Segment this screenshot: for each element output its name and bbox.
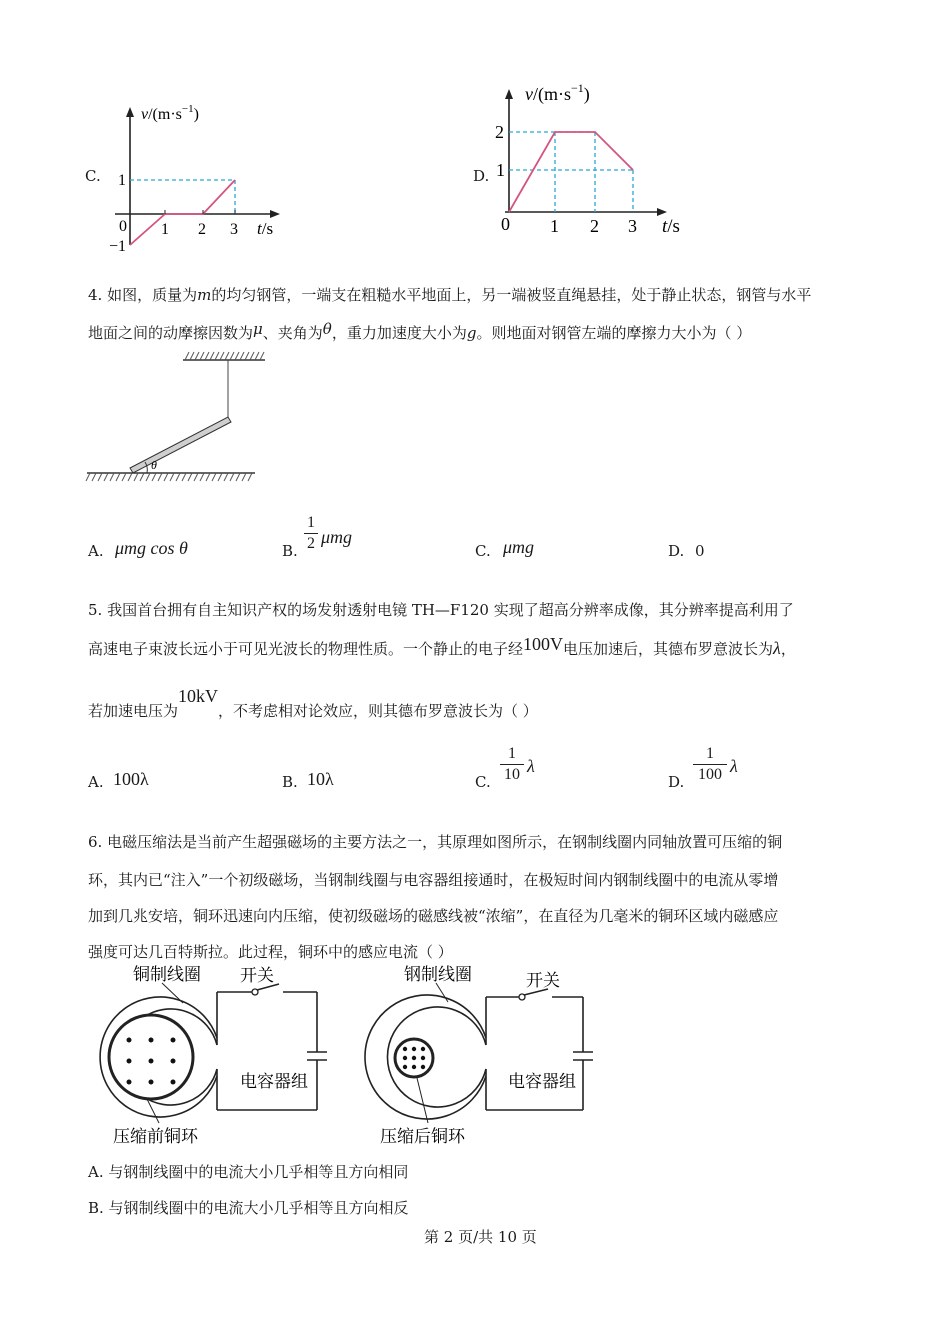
q4-opt-b-fraction [304,514,318,553]
graph-c-ytick-1: 1 [118,172,126,189]
q6-line1: 6. 电磁压缩法是当前产生超强磁场的主要方法之一，其原理如图所示，在钢制线圈内同轴放置可压缩的铜 [88,833,783,851]
q5-opt-d-fraction [693,745,727,784]
graph-d-xlabel [662,216,680,237]
graph-d-xtick-3: 3 [628,216,637,236]
graph-d-xlabel-unit: /s [667,216,680,237]
graph-c-xtick-1: 1 [161,221,169,238]
graph-d-origin: 0 [501,214,510,234]
graph-d-xlabel-t: t [662,216,668,237]
graph-c-xlabel-t: t [257,219,262,238]
q4-line2d: 。则地面对钢管左端的摩擦力大小为（ ） [476,324,752,342]
q4-line2c: ，重力加速度大小为 [331,324,467,342]
graph-d-ylabel [525,81,590,105]
graph-d-xtick-2: 2 [590,216,599,236]
q4-line2a: 地面之间的动摩擦因数为 [88,324,254,342]
graph-c-ylabel-close: ) [193,106,199,123]
graph-c [105,95,290,255]
q6-line4: 强度可达几百特斯拉。此过程，铜环中的感应电流（ ） [88,943,453,961]
q5-opt-d-num: 1 [706,745,714,762]
q6-left-switch-label: 开关 [240,966,274,985]
q5-opt-b-label: B. [282,773,298,791]
q5-opt-c-tail: λ [527,756,535,776]
q5-opt-c-num: 1 [508,745,516,762]
q5-opt-d-label: D. [668,773,685,791]
graph-c-ylabel-v: v [141,106,149,123]
q5-lambda: λ [773,638,781,658]
graph-c-origin: 0 [119,218,127,235]
q4-opt-b-den: 2 [307,535,315,552]
graph-c-xtick-3: 3 [230,221,238,238]
option-d-label: D. [473,167,490,185]
graph-d-ytick-2: 2 [495,122,504,142]
q5-line3b: ，不考虑相对论效应，则其德布罗意波长为（ ） [218,702,538,720]
q5-line2a: 高速电子束波长远小于可见光波长的物理性质。一个静止的电子经 [88,640,524,658]
q4-opt-c-value: μmg [503,537,535,557]
graph-c-xlabel-unit: /s [261,219,274,238]
graph-d-ylabel-v: v [525,84,533,104]
q4-opt-b-tail: μmg [321,527,353,547]
q6-left-capacitor-label: 电容器组 [240,1072,308,1091]
graph-c-xtick-2: 2 [198,221,206,238]
graph-d-xtick-1: 1 [550,216,559,236]
graph-d-ytick-1: 1 [496,160,505,180]
q5-v2: 10kV [178,686,219,706]
q4-line2b: 、夹角为 [262,324,323,342]
q6-right-ring-label: 压缩后铜环 [380,1127,465,1146]
q5-opt-d-tail: λ [730,756,738,776]
q4-opt-d-value: 0 [695,542,705,560]
q4-line2 [88,320,752,343]
q5-line3a: 若加速电压为 [88,702,179,720]
q4-opt-b-num: 1 [307,514,315,531]
q4-fig-theta: θ [151,458,157,472]
graph-c-ytick-neg1: −1 [109,238,127,255]
q6-right-switch-label: 开关 [526,971,560,990]
graph-d-ylabel-close: ) [583,84,590,104]
q4-line1a: 4. 如图，质量为 [88,286,198,304]
q5-line2b: 电压加速后，其德布罗意波长为 [563,640,774,658]
q4-opt-d-label: D. [668,542,685,560]
q5-v1: 100V [523,634,564,654]
q5-line2 [88,634,796,659]
graph-c-ylabel-exp: −1 [181,103,194,115]
q4-m: m [197,286,212,304]
q6-left-coil-label: 铜制线圈 [133,965,201,984]
q6-option-b: B. 与钢制线圈中的电流大小几乎相等且方向相反 [88,1199,409,1217]
q6-right-capacitor-label: 电容器组 [508,1072,576,1091]
q6-figure-left [85,965,345,1150]
q5-opt-a-label: A. [88,773,104,791]
graph-d-ylabel-unit: /(m·s [533,84,571,104]
q4-g: g [466,324,477,342]
q5-opt-c-den: 10 [504,766,520,783]
graph-d-ylabel-exp: −1 [571,81,584,95]
graph-d [495,80,695,240]
q6-line3: 加到几兆安培，铜环迅速向内压缩，使初级磁场的磁感线被“浓缩”，在直径为几毫米的铜环区域内磁感应 [88,907,779,925]
q4-line1 [88,285,811,305]
q5-opt-d-den: 100 [698,766,722,783]
q6-figure-right [350,965,610,1150]
q4-opt-a-label: A. [88,542,104,560]
q4-opt-b-label: B. [282,542,298,560]
q5-opt-a-value: 100λ [113,769,149,789]
fraction-bar [500,764,524,765]
q4-figure [85,350,275,485]
q4-line1b: 的均匀钢管，一端支在粗糙水平地面上，另一端被竖直绳悬挂，处于静止状态，钢管与水平 [211,286,812,304]
q4-opt-c-label: C. [475,542,491,560]
q5-opt-c-fraction [500,745,524,784]
q5-opt-b-value: 10λ [307,769,334,789]
q4-mu: μ [253,320,263,338]
q6-right-coil-label: 钢制线圈 [404,965,472,984]
graph-c-ylabel [141,103,199,123]
option-c-label: C. [85,167,101,185]
q5-line3 [88,686,538,721]
page-footer: 第 2 页/共 10 页 [424,1228,537,1246]
q5-line1: 5. 我国首台拥有自主知识产权的场发射透射电镜 TH—F120 实现了超高分辨率成像，其分辨率提高利用了 [88,601,794,619]
graph-c-ylabel-unit: /(m·s [148,106,182,123]
q5-line2c: ， [780,640,796,658]
graph-c-xlabel [257,219,273,238]
q4-opt-a-value: μmg cos θ [115,538,188,558]
q6-line2: 环，其内已“注入”一个初级磁场，当钢制线圈与电容器组接通时，在极短时间内钢制线圈中的电流从零增 [88,871,779,889]
q6-option-a: A. 与钢制线圈中的电流大小几乎相等且方向相同 [88,1163,409,1181]
fraction-bar [693,764,727,765]
q6-left-ring-label: 压缩前铜环 [113,1127,198,1146]
q5-opt-c-label: C. [475,773,491,791]
q4-theta: θ [322,320,332,338]
fraction-bar [304,533,318,534]
